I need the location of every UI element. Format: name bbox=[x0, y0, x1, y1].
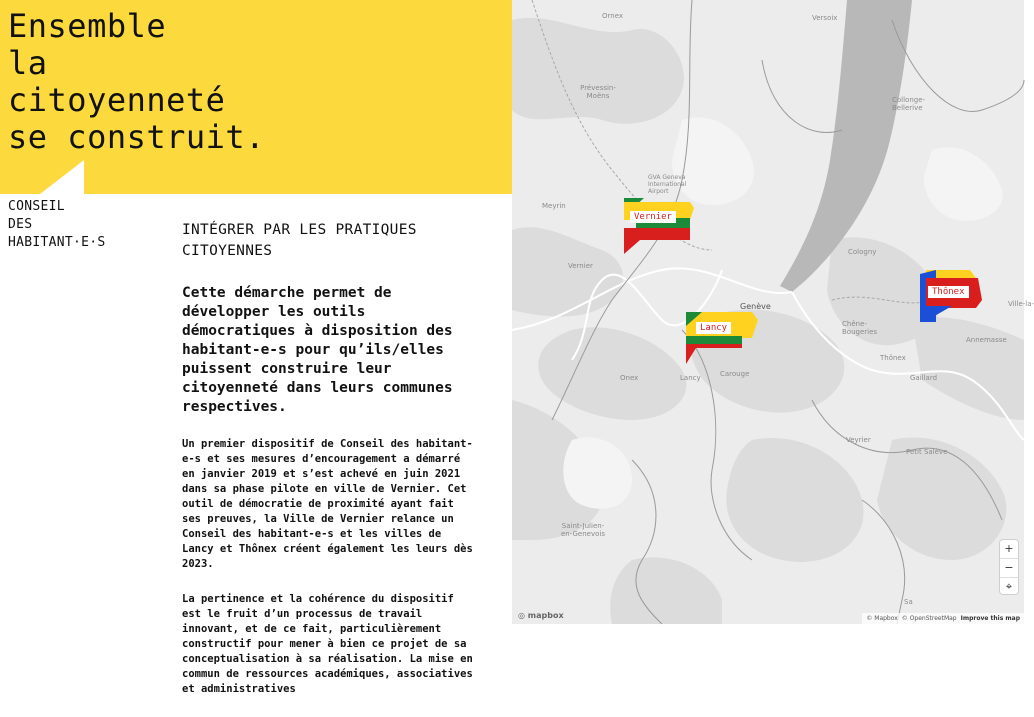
attribution-mapbox[interactable]: © Mapbox bbox=[866, 615, 898, 622]
map-label-sa: Sa bbox=[904, 598, 913, 606]
compass-reset-button[interactable]: ⌖ bbox=[1000, 577, 1018, 596]
map-label-collonge: Collonge-Bellerive bbox=[892, 96, 926, 112]
marker-label-vernier: Vernier bbox=[630, 211, 676, 223]
zoom-out-button[interactable]: − bbox=[1000, 558, 1018, 577]
marker-vernier[interactable] bbox=[620, 198, 700, 258]
attribution-improve[interactable]: Improve this map bbox=[960, 615, 1020, 622]
flag-icon bbox=[682, 312, 762, 372]
mapbox-logo-icon: ◎ bbox=[518, 611, 525, 620]
map-label-vernier: Vernier bbox=[568, 262, 593, 270]
map-attribution bbox=[862, 613, 1024, 624]
map-label-geneve: Genève bbox=[740, 302, 771, 311]
map-label-prevessin: Prévessin-Moëns bbox=[580, 84, 616, 100]
map-label-thonex: Thônex bbox=[880, 354, 906, 362]
map-label-annemasse: Annemasse bbox=[966, 336, 1007, 344]
lead-paragraph: Cette démarche permet de développer les outils démocratiques à disposition des habitant-e-s pour qu’ils/elles puissent construire leur citoyenneté dans leurs communes respectives. bbox=[182, 285, 453, 415]
mapbox-logo[interactable] bbox=[518, 611, 564, 620]
map-label-onex: Onex bbox=[620, 374, 639, 382]
attribution-osm[interactable]: © OpenStreetMap bbox=[901, 615, 957, 622]
map-label-cologny: Cologny bbox=[848, 248, 877, 256]
map[interactable] bbox=[512, 0, 1034, 624]
map-label-veyrier: Veyrier bbox=[846, 436, 871, 444]
left-panel bbox=[0, 0, 512, 695]
map-label-gaillard: Gaillard bbox=[910, 374, 938, 382]
marker-label-lancy: Lancy bbox=[696, 322, 731, 334]
map-label-ville-la: Ville-la- bbox=[1008, 300, 1034, 308]
brand-logo[interactable]: CONSEIL DES HABITANT·E·S bbox=[8, 199, 106, 250]
marker-label-thonex: Thônex bbox=[928, 286, 969, 298]
map-label-versoix: Versoix bbox=[812, 14, 838, 22]
zoom-in-button[interactable]: + bbox=[1004, 542, 1014, 555]
map-label-lancy: Lancy bbox=[680, 374, 701, 382]
hero-title: Ensemble la citoyenneté se construit. bbox=[8, 7, 265, 156]
map-label-meyrin: Meyrin bbox=[542, 202, 566, 210]
body-paragraph: La pertinence et la cohérence du dispositif est le fruit d’un processus de travail innovant, et de ce fait, particulièrement constructif pour mener à bien ce projet de sa conceptualisation à sa réalisation. La mise en commun de ressources académiques, associatives et administratives bbox=[182, 593, 473, 695]
map-label-carouge: Carouge bbox=[720, 370, 750, 378]
marker-lancy[interactable] bbox=[682, 312, 762, 372]
content-column bbox=[182, 220, 478, 717]
flag-icon bbox=[620, 198, 700, 258]
body-paragraph: Un premier dispositif de Conseil des habitant-e-s et ses mesures d’encouragement a démarré en janvier 2019 et s’est achevé en juin 2021 dans sa phase pilote en ville de Vernier. Cet outil de démocratie de proximité ayant fait ses preuves, la Ville de Vernier relance un Conseil des habitant-e-s et les villes de Lancy et Thônex créent également les leurs dès 2023. bbox=[182, 438, 473, 570]
marker-thonex[interactable] bbox=[916, 270, 996, 330]
mapbox-logo-text: mapbox bbox=[527, 611, 564, 620]
map-label-ornex: Ornex bbox=[602, 12, 624, 20]
section-title: INTÉGRER PAR LES PRATIQUES CITOYENNES bbox=[182, 222, 417, 259]
map-label-petit-saleve: Petit Salève bbox=[906, 448, 948, 456]
map-label-saint-julien: Saint-Julien-en-Genevois bbox=[560, 522, 606, 538]
zoom-control bbox=[1000, 540, 1018, 594]
flag-icon bbox=[916, 270, 996, 330]
speech-bubble-tail bbox=[0, 0, 512, 194]
map-label-airport: GVA Geneva International Airport bbox=[648, 174, 687, 195]
map-label-chene-bougeries: Chêne-Bougeries bbox=[842, 320, 878, 336]
